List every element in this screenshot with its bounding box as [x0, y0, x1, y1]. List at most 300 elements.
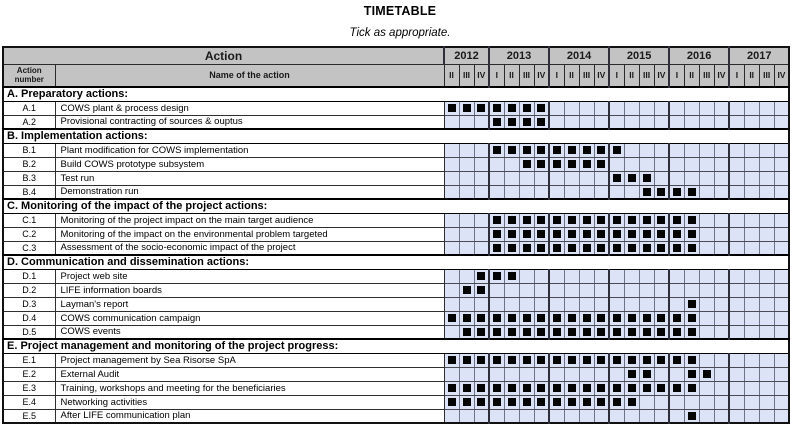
quarter-cell [744, 227, 759, 241]
quarter-cell [729, 157, 744, 171]
quarter-header: IV [774, 64, 789, 87]
quarter-cell [444, 213, 459, 227]
quarter-cell [714, 157, 729, 171]
action-row [3, 171, 789, 185]
quarter-cell [564, 395, 579, 409]
quarter-cell [474, 395, 489, 409]
tick-mark [628, 244, 636, 252]
quarter-cell [594, 143, 609, 157]
quarter-cell [624, 325, 639, 339]
quarter-cell [744, 297, 759, 311]
quarter-cell [624, 353, 639, 367]
quarter-cell [579, 409, 594, 423]
tick-mark [657, 216, 665, 224]
quarter-cell [654, 241, 669, 255]
tick-mark [493, 384, 501, 392]
quarter-cell [564, 297, 579, 311]
quarter-cell [639, 241, 654, 255]
quarter-cell [504, 311, 519, 325]
quarter-cell [684, 171, 699, 185]
quarter-cell [654, 269, 669, 283]
quarter-cell [609, 171, 624, 185]
tick-mark [448, 314, 456, 322]
action-number: C.2 [3, 227, 55, 241]
quarter-cell [489, 269, 504, 283]
quarter-cell [609, 325, 624, 339]
tick-mark [508, 146, 516, 154]
quarter-cell [654, 297, 669, 311]
quarter-cell [714, 283, 729, 297]
tick-mark [643, 356, 651, 364]
quarter-cell [489, 227, 504, 241]
tick-mark [463, 104, 471, 112]
action-name: Project web site [55, 269, 444, 283]
quarter-cell [624, 115, 639, 129]
quarter-cell [669, 185, 684, 199]
quarter-cell [594, 213, 609, 227]
action-row [3, 227, 789, 241]
tick-mark [537, 118, 545, 126]
tick-mark [553, 146, 561, 154]
quarter-cell [534, 185, 549, 199]
quarter-cell [564, 409, 579, 423]
quarter-cell [519, 185, 534, 199]
quarter-cell [489, 367, 504, 381]
quarter-cell [684, 381, 699, 395]
quarter-cell [444, 367, 459, 381]
quarter-cell [774, 325, 789, 339]
tick-mark [643, 314, 651, 322]
quarter-cell [624, 227, 639, 241]
quarter-cell [774, 381, 789, 395]
year-header-2016: 2016 [669, 47, 729, 64]
quarter-cell [624, 171, 639, 185]
tick-mark [537, 398, 545, 406]
action-number: D.2 [3, 283, 55, 297]
quarter-cell [729, 269, 744, 283]
quarter-cell [459, 325, 474, 339]
tick-mark [673, 244, 681, 252]
quarter-cell [699, 143, 714, 157]
tick-mark [448, 384, 456, 392]
quarter-cell [579, 157, 594, 171]
quarter-cell [489, 325, 504, 339]
quarter-cell [699, 227, 714, 241]
tick-mark [477, 314, 485, 322]
quarter-cell [444, 171, 459, 185]
quarter-cell [549, 101, 564, 115]
quarter-cell [504, 213, 519, 227]
tick-mark [657, 230, 665, 238]
quarter-cell [444, 115, 459, 129]
quarter-header: I [489, 64, 504, 87]
tick-mark [597, 314, 605, 322]
quarter-cell [699, 367, 714, 381]
tick-mark [673, 314, 681, 322]
quarter-cell [744, 101, 759, 115]
tick-mark [613, 384, 621, 392]
quarter-cell [654, 157, 669, 171]
section-header: B. Implementation actions: [3, 129, 789, 143]
quarter-cell [519, 213, 534, 227]
tick-mark [493, 356, 501, 364]
tick-mark [673, 328, 681, 336]
tick-mark [537, 104, 545, 112]
quarter-cell [489, 213, 504, 227]
quarter-cell [444, 409, 459, 423]
quarter-cell [699, 185, 714, 199]
quarter-cell [459, 311, 474, 325]
action-row [3, 115, 789, 129]
quarter-cell [444, 353, 459, 367]
tick-mark [537, 244, 545, 252]
quarter-cell [519, 101, 534, 115]
quarter-cell [774, 171, 789, 185]
quarter-header: IV [534, 64, 549, 87]
quarter-cell [744, 381, 759, 395]
tick-mark [597, 230, 605, 238]
quarter-cell [669, 101, 684, 115]
quarter-cell [519, 283, 534, 297]
tick-mark [537, 146, 545, 154]
tick-mark [613, 174, 621, 182]
tick-mark [537, 328, 545, 336]
quarter-cell [564, 171, 579, 185]
tick-mark [508, 384, 516, 392]
quarter-cell [639, 171, 654, 185]
quarter-cell [639, 227, 654, 241]
quarter-cell [549, 395, 564, 409]
action-name: Build COWS prototype subsystem [55, 157, 444, 171]
quarter-cell [549, 143, 564, 157]
quarter-cell [729, 171, 744, 185]
quarter-cell [504, 283, 519, 297]
quarter-cell [759, 353, 774, 367]
quarter-cell [744, 353, 759, 367]
tick-mark [477, 356, 485, 364]
quarter-cell [504, 381, 519, 395]
tick-mark [537, 384, 545, 392]
quarter-cell [609, 269, 624, 283]
quarter-cell [684, 297, 699, 311]
quarter-cell [534, 353, 549, 367]
year-header-2012: 2012 [444, 47, 489, 64]
section-row [3, 129, 789, 143]
tick-mark [523, 104, 531, 112]
quarter-cell [474, 115, 489, 129]
quarter-cell [459, 395, 474, 409]
quarter-cell [564, 325, 579, 339]
action-number: E.5 [3, 409, 55, 423]
quarter-cell [744, 185, 759, 199]
quarter-cell [699, 171, 714, 185]
quarter-cell [474, 227, 489, 241]
tick-mark [463, 384, 471, 392]
tick-mark [508, 314, 516, 322]
tick-mark [688, 244, 696, 252]
quarter-cell [729, 381, 744, 395]
tick-mark [493, 230, 501, 238]
quarter-cell [594, 171, 609, 185]
quarter-cell [624, 381, 639, 395]
tick-mark [597, 244, 605, 252]
quarter-cell [624, 157, 639, 171]
quarter-cell [639, 185, 654, 199]
quarter-cell [519, 171, 534, 185]
tick-mark [448, 398, 456, 406]
quarter-cell [759, 157, 774, 171]
quarter-cell [549, 325, 564, 339]
quarter-cell [774, 213, 789, 227]
tick-mark [613, 244, 621, 252]
tick-mark [657, 384, 665, 392]
action-number: C.1 [3, 213, 55, 227]
quarter-cell [699, 353, 714, 367]
quarter-cell [714, 325, 729, 339]
quarter-cell [759, 143, 774, 157]
table-body [3, 87, 789, 423]
quarter-cell [444, 283, 459, 297]
quarter-cell [624, 409, 639, 423]
quarter-cell [549, 297, 564, 311]
tick-mark [553, 384, 561, 392]
quarter-cell [579, 213, 594, 227]
quarter-cell [459, 283, 474, 297]
tick-mark [628, 314, 636, 322]
quarter-cell [714, 395, 729, 409]
tick-mark [583, 216, 591, 224]
quarter-header: II [684, 64, 699, 87]
tick-mark [553, 314, 561, 322]
tick-mark [688, 216, 696, 224]
quarter-cell [564, 143, 579, 157]
header-row-quarters [3, 64, 789, 87]
quarter-cell [744, 311, 759, 325]
quarter-cell [759, 395, 774, 409]
quarter-cell [519, 157, 534, 171]
quarter-cell [654, 325, 669, 339]
quarter-cell [489, 395, 504, 409]
tick-mark [448, 104, 456, 112]
tick-mark [673, 356, 681, 364]
quarter-header: III [699, 64, 714, 87]
quarter-cell [699, 409, 714, 423]
quarter-cell [579, 381, 594, 395]
quarter-cell [669, 115, 684, 129]
quarter-cell [744, 409, 759, 423]
tick-mark [673, 230, 681, 238]
quarter-cell [774, 283, 789, 297]
quarter-cell [759, 185, 774, 199]
quarter-cell [549, 241, 564, 255]
quarter-cell [759, 311, 774, 325]
quarter-cell [714, 381, 729, 395]
action-row [3, 311, 789, 325]
quarter-cell [594, 395, 609, 409]
quarter-cell [774, 143, 789, 157]
quarter-cell [534, 143, 549, 157]
quarter-cell [459, 101, 474, 115]
tick-mark [597, 384, 605, 392]
action-row [3, 325, 789, 339]
action-name: COWS events [55, 325, 444, 339]
tick-mark [477, 328, 485, 336]
tick-mark [613, 146, 621, 154]
quarter-cell [774, 241, 789, 255]
quarter-cell [534, 381, 549, 395]
quarter-cell [489, 171, 504, 185]
quarter-cell [504, 171, 519, 185]
quarter-cell [729, 101, 744, 115]
quarter-cell [594, 115, 609, 129]
quarter-cell [744, 171, 759, 185]
quarter-header: III [459, 64, 474, 87]
quarter-cell [504, 115, 519, 129]
quarter-cell [684, 283, 699, 297]
quarter-header: II [444, 64, 459, 87]
quarter-cell [684, 409, 699, 423]
quarter-cell [624, 101, 639, 115]
tick-mark [477, 398, 485, 406]
tick-mark [537, 160, 545, 168]
quarter-cell [774, 227, 789, 241]
quarter-cell [714, 409, 729, 423]
quarter-cell [669, 157, 684, 171]
action-header-cell: Action [3, 47, 444, 64]
quarter-cell [489, 241, 504, 255]
tick-mark [553, 328, 561, 336]
quarter-cell [564, 283, 579, 297]
tick-mark [628, 230, 636, 238]
quarter-cell [699, 297, 714, 311]
quarter-cell [534, 311, 549, 325]
quarter-cell [714, 297, 729, 311]
quarter-cell [699, 269, 714, 283]
quarter-cell [564, 227, 579, 241]
tick-mark [523, 118, 531, 126]
quarter-cell [489, 297, 504, 311]
quarter-cell [774, 269, 789, 283]
tick-mark [477, 104, 485, 112]
tick-mark [537, 314, 545, 322]
quarter-cell [534, 241, 549, 255]
quarter-cell [639, 325, 654, 339]
quarter-cell [474, 185, 489, 199]
action-row [3, 395, 789, 409]
action-name: Project management by Sea Risorse SpA [55, 353, 444, 367]
quarter-cell [684, 241, 699, 255]
quarter-cell [609, 101, 624, 115]
quarter-cell [489, 185, 504, 199]
quarter-cell [519, 241, 534, 255]
quarter-cell [489, 409, 504, 423]
action-row [3, 381, 789, 395]
quarter-cell [654, 395, 669, 409]
action-row [3, 241, 789, 255]
tick-mark [553, 160, 561, 168]
quarter-cell [744, 115, 759, 129]
tick-mark [673, 384, 681, 392]
tick-mark [508, 216, 516, 224]
quarter-cell [759, 297, 774, 311]
quarter-cell [729, 143, 744, 157]
quarter-cell [474, 367, 489, 381]
tick-mark [568, 314, 576, 322]
quarter-cell [504, 325, 519, 339]
tick-mark [523, 230, 531, 238]
quarter-cell [489, 381, 504, 395]
quarter-cell [564, 311, 579, 325]
quarter-cell [594, 381, 609, 395]
quarter-cell [729, 115, 744, 129]
tick-mark [568, 244, 576, 252]
quarter-header: III [519, 64, 534, 87]
quarter-cell [489, 311, 504, 325]
year-header-2014: 2014 [549, 47, 609, 64]
action-name: External Audit [55, 367, 444, 381]
quarter-cell [519, 367, 534, 381]
quarter-cell [609, 227, 624, 241]
quarter-cell [714, 171, 729, 185]
quarter-cell [669, 381, 684, 395]
tick-mark [597, 328, 605, 336]
tick-mark [657, 314, 665, 322]
quarter-cell [459, 171, 474, 185]
quarter-cell [519, 297, 534, 311]
tick-mark [493, 146, 501, 154]
quarter-cell [444, 227, 459, 241]
tick-mark [583, 244, 591, 252]
action-number: D.5 [3, 325, 55, 339]
section-header: A. Preparatory actions: [3, 87, 789, 101]
quarter-cell [549, 409, 564, 423]
quarter-cell [579, 227, 594, 241]
tick-mark [493, 272, 501, 280]
quarter-cell [549, 171, 564, 185]
quarter-cell [654, 227, 669, 241]
tick-mark [583, 230, 591, 238]
quarter-cell [714, 367, 729, 381]
tick-mark [673, 188, 681, 196]
quarter-cell [774, 395, 789, 409]
quarter-cell [774, 409, 789, 423]
quarter-cell [474, 311, 489, 325]
tick-mark [477, 384, 485, 392]
tick-mark [613, 398, 621, 406]
quarter-cell [459, 381, 474, 395]
action-name: COWS communication campaign [55, 311, 444, 325]
quarter-cell [474, 101, 489, 115]
name-header: Name of the action [55, 64, 444, 87]
quarter-cell [564, 157, 579, 171]
quarter-cell [459, 227, 474, 241]
quarter-cell [729, 311, 744, 325]
tick-mark [688, 328, 696, 336]
quarter-cell [609, 115, 624, 129]
section-row [3, 255, 789, 269]
year-header-2013: 2013 [489, 47, 549, 64]
tick-mark [463, 286, 471, 294]
quarter-header: I [729, 64, 744, 87]
action-name: After LIFE communication plan [55, 409, 444, 423]
quarter-cell [579, 101, 594, 115]
action-name: LIFE information boards [55, 283, 444, 297]
quarter-cell [714, 213, 729, 227]
quarter-cell [519, 395, 534, 409]
tick-mark [688, 370, 696, 378]
quarter-cell [744, 395, 759, 409]
quarter-cell [774, 101, 789, 115]
